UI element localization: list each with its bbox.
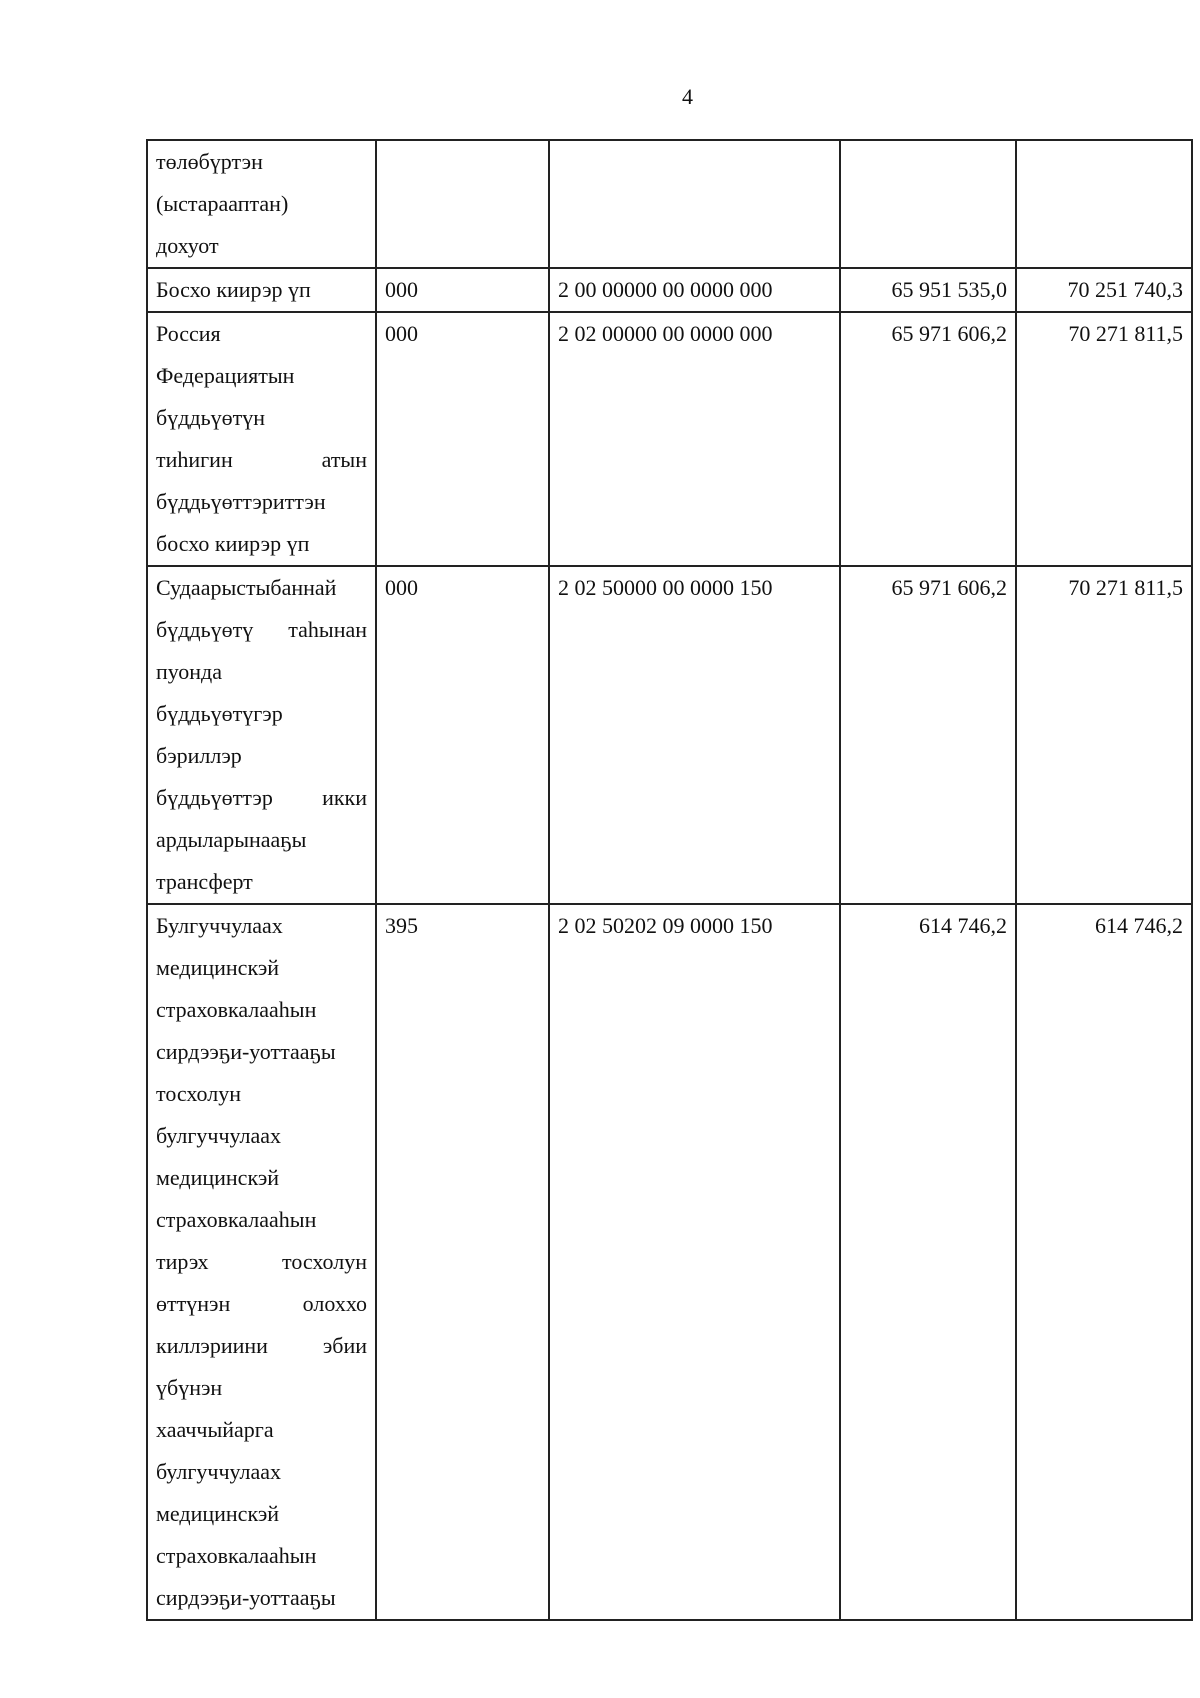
row-name-line: үбүнэн — [156, 1375, 223, 1400]
table-row — [147, 140, 1192, 268]
admin-code-cell: 000 — [376, 312, 549, 566]
row-name-cell — [147, 904, 376, 1620]
row-name-line: ардыларынааҕы — [156, 827, 307, 852]
row-name-cell — [147, 566, 376, 904]
row-name-line: страховкалааһын — [156, 997, 317, 1022]
year1-amount-cell: 614 746,2 — [840, 904, 1016, 1620]
row-name-line: Булгуччулаах — [156, 913, 283, 938]
row-name-line: медицинскэй — [156, 1165, 280, 1190]
row-name-line: бүддьүөтү таһынан — [156, 617, 367, 642]
budget-code-cell: 2 02 50000 00 0000 150 — [549, 566, 840, 904]
row-name-line: бүддьүөттэр икки — [156, 785, 367, 810]
admin-code-cell — [376, 140, 549, 268]
row-name-line: тиһигин атын — [156, 447, 367, 472]
year1-amount-cell: 65 971 606,2 — [840, 566, 1016, 904]
row-name-cell — [147, 140, 376, 268]
table-row — [147, 904, 1192, 1620]
budget-code-cell — [549, 140, 840, 268]
year2-amount-cell: 70 271 811,5 — [1016, 566, 1192, 904]
row-name-line: пуонда — [156, 659, 222, 684]
row-name-line: бүддьүөттэриттэн — [156, 489, 326, 514]
row-name-line: босхо киирэр үп — [156, 531, 310, 556]
row-name-line: тосхолун — [156, 1081, 241, 1106]
admin-code-cell: 000 — [376, 566, 549, 904]
row-name-line: сирдээҕи-уоттааҕы — [156, 1585, 336, 1610]
table-row — [147, 268, 1192, 312]
row-name-cell — [147, 312, 376, 566]
table-row — [147, 566, 1192, 904]
year1-amount-cell: 65 971 606,2 — [840, 312, 1016, 566]
row-name-line: дохуот — [156, 233, 219, 258]
row-name-line: өттүнэн олоххо — [156, 1291, 367, 1316]
row-name-line: төлөбүртэн — [156, 149, 263, 174]
row-name-line: страховкалааһын — [156, 1207, 317, 1232]
year2-amount-cell: 70 271 811,5 — [1016, 312, 1192, 566]
row-name-line: бүддьүөтүгэр — [156, 701, 283, 726]
row-name-line: Федерациятын — [156, 363, 295, 388]
row-name-line: киллэриини эбии — [156, 1333, 367, 1358]
budget-table — [146, 139, 1193, 1621]
admin-code-cell: 395 — [376, 904, 549, 1620]
row-name-line: Россия — [156, 321, 221, 346]
row-name-line: трансферт — [156, 869, 253, 894]
year1-amount-cell — [840, 140, 1016, 268]
row-name-line: хааччыйарга — [156, 1417, 274, 1442]
year2-amount-cell: 614 746,2 — [1016, 904, 1192, 1620]
year2-amount-cell: 70 251 740,3 — [1016, 268, 1192, 312]
budget-code-cell: 2 02 50202 09 0000 150 — [549, 904, 840, 1620]
row-name-line: булгуччулаах — [156, 1459, 282, 1484]
page-number: 4 — [682, 84, 693, 109]
budget-code-cell: 2 00 00000 00 0000 000 — [549, 268, 840, 312]
row-name-line: (ыстарааптан) — [156, 191, 289, 216]
row-name-line: бүддьүөтүн — [156, 405, 266, 430]
row-name-line: Босхо киирэр үп — [156, 277, 311, 302]
row-name-line: булгуччулаах — [156, 1123, 282, 1148]
row-name-line: бэриллэр — [156, 743, 242, 768]
admin-code-cell: 000 — [376, 268, 549, 312]
row-name-line: страховкалааһын — [156, 1543, 317, 1568]
table-row — [147, 312, 1192, 566]
row-name-line: тирэх тосхолун — [156, 1249, 367, 1274]
row-name-line: Судаарыстыбаннай — [156, 575, 337, 600]
row-name-line: медицинскэй — [156, 1501, 280, 1526]
year2-amount-cell — [1016, 140, 1192, 268]
row-name-line: медицинскэй — [156, 955, 280, 980]
row-name-cell — [147, 268, 376, 312]
budget-code-cell: 2 02 00000 00 0000 000 — [549, 312, 840, 566]
row-name-line: сирдээҕи-уоттааҕы — [156, 1039, 336, 1064]
year1-amount-cell: 65 951 535,0 — [840, 268, 1016, 312]
